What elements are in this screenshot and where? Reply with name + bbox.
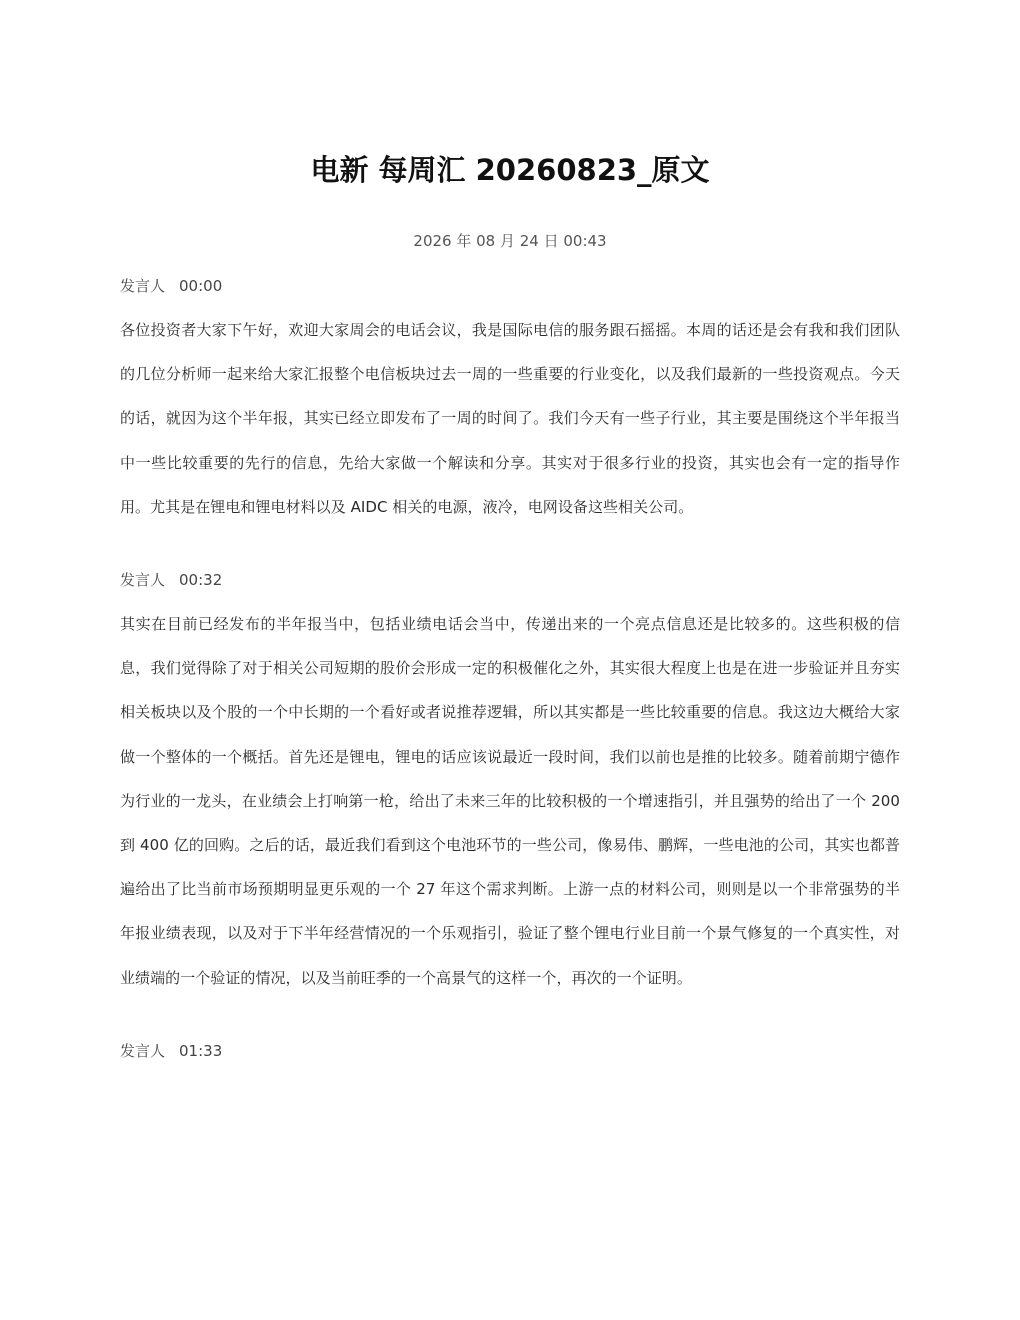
transcript-section — [120, 275, 900, 529]
transcript-paragraph: 各位投资者大家下午好，欢迎大家周会的电话会议，我是国际电信的服务跟石摇摇。本周的话还是会有我和我们团队的几位分析师一起来给大家汇报整个电信板块过去一周的一些重要的行业变化，以及我们最新的一些投资观点。今天的话，就因为这个半年报，其实已经立即发布了一周的时间了。我们今天有一些子行业，其主要是围绕这个半年报当中一些比较重要的先行的信息，先给大家做一个解读和分享。其实对于很多行业的投资，其实也会有一定的指导作用。尤其是在锂电和锂电材料以及 AIDC 相关的电源，液冷，电网设备这些相关公司。 — [120, 321, 900, 516]
transcript-paragraph: 其实在目前已经发布的半年报当中，包括业绩电话会当中，传递出来的一个亮点信息还是比较多的。这些积极的信息，我们觉得除了对于相关公司短期的股价会形成一定的积极催化之外，其实很大程度上也是在进一步验证并且夯实相关板块以及个股的一个中长期的一个看好或者说推荐逻辑，所以其实都是一些比较重要的信息。我这边大概给大家做一个整体的一个概括。首先还是锂电，锂电的话应该说最近一段时间，我们以前也是推的比较多。随着前期宁德作为行业的一龙头，在业绩会上打响第一枪，给出了未来三年的比较积极的一个增速指引，并且强势的给出了一个 200 到 400 亿的回购。之后的话，最近我们看到这个电池环节的一些公司，像易伟、鹏辉，一些电池的公司，其实也都普遍给出了比当前市场预期明显更乐观的一个 27 年这个需求判断。上游一点的材料公司，则则是以一个非常强势的半年报业绩表现，以及对于下半年经营情况的一个乐观指引，验证了整个锂电行业目前一个景气修复的一个真实性，对业绩端的一个验证的情况，以及当前旺季的一个高景气的这样一个，再次的一个证明。 — [120, 615, 900, 987]
document-date: 2026 年 08 月 24 日 00:43 — [413, 232, 607, 250]
document-title: 电新 每周汇 20260823_原文 — [310, 153, 710, 187]
speaker-line — [120, 569, 900, 591]
timestamp: 00:32 — [179, 571, 223, 590]
speaker-line — [120, 1040, 900, 1062]
speaker-line — [120, 275, 900, 297]
timestamp: 00:00 — [179, 277, 223, 295]
speaker-name: 发言人 — [120, 571, 166, 590]
speaker-name: 发言人 — [120, 1041, 166, 1060]
timestamp: 01:33 — [179, 1041, 223, 1060]
transcript-body — [120, 275, 900, 1102]
speaker-name: 发言人 — [120, 277, 166, 295]
transcript-section — [120, 569, 900, 1000]
transcript-section — [120, 1040, 900, 1062]
